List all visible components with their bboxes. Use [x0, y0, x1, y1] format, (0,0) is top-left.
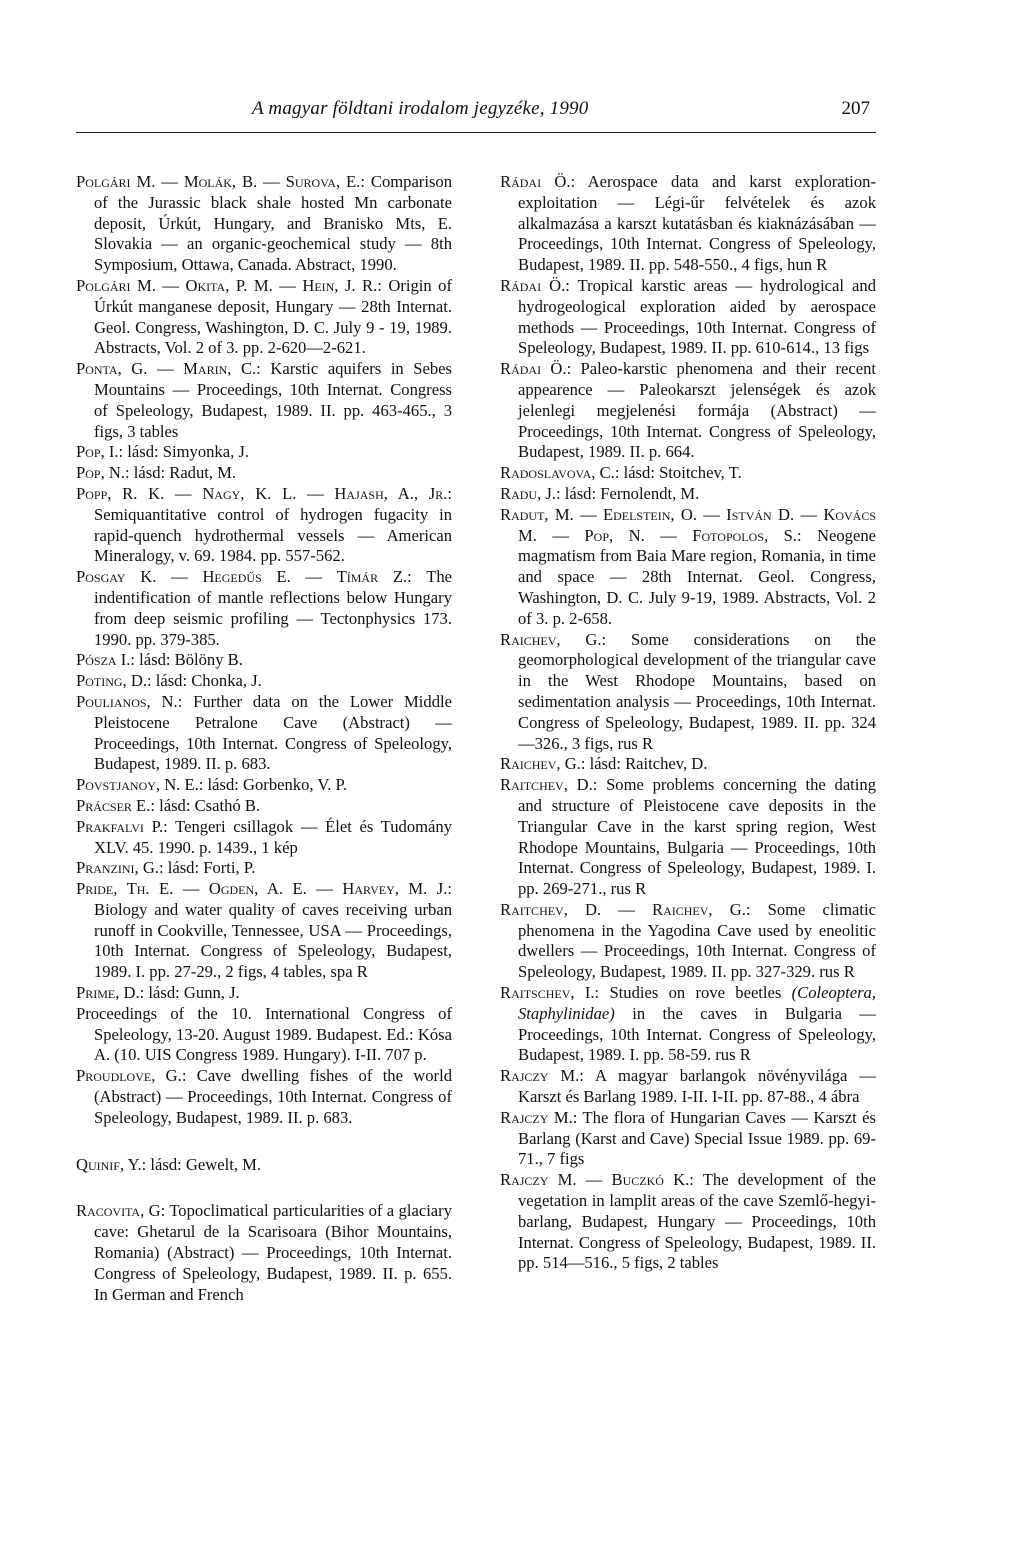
entry-author: Rádai Ö. [500, 275, 566, 295]
bibliography-entry [500, 463, 876, 484]
entry-author: Rajczy M. — Buczkó K. [500, 1170, 690, 1190]
entry-author: Radu, J. [500, 483, 556, 503]
entry-author: Posgay K. — Hegedűs E. — Tímár Z. [76, 567, 408, 587]
entry-text: : Studies on rove beetles [594, 983, 792, 1003]
bibliography-entry [500, 630, 876, 755]
bibliography-entry [500, 276, 876, 359]
bibliography-entry [76, 359, 452, 442]
entry-text: : Biology and water quality of caves receiving urban runoff in Cookville, Tennessee, USA — Proceedings, 10th Internat. Congress of Speleology, Budapest, 1989. I. pp. 27-29., 2 figs, 4 tables, spa R [94, 879, 452, 982]
entry-author: Radut, M. — Edelstein, O. — István D. — Kovács M. — Pop, N. — Fotopolos, S. [500, 504, 876, 545]
entry-text-continued: in the caves in Bulgaria — Proceedings, 10th Internat. Congress of Speleology, Budapest, 1989. I. pp. 58-59. rus R [518, 1003, 876, 1065]
entry-text: : Karstic aquifers in Sebes Mountains — Proceedings, 10th Internat. Congress of Speleology, Budapest, 1989. II. pp. 463-465., 3 figs, 3 tables [94, 359, 453, 441]
bibliography-entry [500, 1066, 876, 1108]
entry-author: Popp, R. K. — Nagy, K. L. — Hajash, A., Jr. [76, 483, 448, 503]
bibliography-entry [500, 172, 876, 276]
entry-text: : Some climatic phenomena in the Yagodina Cave used by eneolitic dwellers — Proceedings, 10th Internat. Congress of Speleology, Budapest, 1989. II. pp. 327-329. rus R [518, 899, 876, 982]
bibliography-entry [500, 484, 876, 505]
entry-text: : lásd: Gewelt, M. [141, 1154, 262, 1174]
entry-author: Prime, D. [76, 983, 140, 1003]
entry-author: Raichev, G. [500, 754, 581, 774]
running-title: A magyar földtani irodalom jegyzéke, 1990 [252, 98, 589, 119]
bibliography-entry [500, 900, 876, 983]
entry-text: : Further data on the Lower Middle Pleistocene Petralone Cave (Abstract) — Proceedings, 10th Internat. Congress of Speleology, Budapest, 1989. II. p. 683. [94, 691, 452, 774]
entry-author: Pop, I. [76, 442, 119, 462]
entry-text: : Tropical karstic areas — hydrological and hydrogeological exploration aided by aerospace methods — Proceedings, 10th Internat. Congress of Speleology, Budapest, 1989. II. pp. 610-614., 13 figs [518, 275, 876, 358]
entry-text: : Some problems concerning the dating and structure of Pleistocene cave deposits in the Triangular Cave in the karst spring region, West Rhodope Mountains, Bulgaria — Proceedings, 10th Internat. Congress of Speleology, Budapest, 1989. I. pp. 269-271., rus R [518, 775, 876, 899]
running-header [76, 98, 876, 133]
entry-text: : lásd: Fernolendt, M. [555, 483, 700, 503]
bibliography-entry [500, 983, 876, 1066]
entry-text: : Neogene magmatism from Baia Mare region, Romania, in time and space — 28th Internat. Geol. Congress, Washington, D. C. July 9-19, 1989. Abstracts, Vol. 2 of 3. p. 2-658. [518, 525, 876, 628]
entry-author: Pop, N. [76, 463, 125, 483]
bibliography-entry [76, 463, 452, 484]
bibliography-entry [76, 172, 452, 276]
entry-author: Prácser E. [76, 795, 151, 815]
entry-author: Rajczy M. [500, 1107, 573, 1127]
entry-author: Raichev, G. [500, 629, 602, 649]
bibliography-entry [76, 276, 452, 359]
entry-text: : lásd: Gorbenko, V. P. [198, 775, 348, 795]
bibliography-entry [76, 1155, 452, 1176]
bibliography-entry [76, 442, 452, 463]
entry-author: Rádai Ö. [500, 172, 571, 191]
entry-author: Raitschev, I. [500, 983, 595, 1003]
entry-author: Quinif, Y. [76, 1154, 142, 1174]
entry-author: Pride, Th. E. — Ogden, A. E. — Harvey, M. J. [76, 879, 448, 899]
entry-author: Povstjanoy, N. E. [76, 775, 199, 795]
entry-author: Racovita, G [76, 1201, 161, 1221]
entry-author: Pranzini, G. [76, 858, 159, 878]
entry-text: : lásd: Bölöny B. [130, 650, 243, 670]
entry-author: Polgári M. — Molák, B. — Surova, E. [76, 172, 361, 191]
entry-author: Poulianos, N. [76, 691, 178, 711]
entry-author: Prakfalvi P. [76, 816, 164, 836]
bibliography-entry [500, 359, 876, 463]
entry-text: : Comparison of the Jurassic black shale hosted Mn carbonate deposit, Úrkút, Hungary, and Branisko Mts, E. Slovakia — an organic-geochemical study — 8th Symposium, Ottawa, Canada. Abstract, 1990. [94, 172, 452, 275]
bibliography-entry [76, 858, 452, 879]
entry-text: : Semiquantitative control of hydrogen fugacity in rapid-quench hydrothermal vessels — American Mineralogy, v. 69. 1984. pp. 557-562. [94, 483, 452, 566]
bibliography-entry [76, 1004, 452, 1066]
bibliography-entry [76, 650, 452, 671]
entry-author: Proudlove, G. [76, 1066, 182, 1086]
entry-text: : A magyar barlangok növényvilága — Karszt és Barlang 1989. I-II. I-II. pp. 87-88., 4 ábra [518, 1066, 876, 1107]
bibliography-entry [76, 796, 452, 817]
entry-text: : lásd: Stoitchev, T. [614, 463, 742, 483]
entry-text: : The flora of Hungarian Caves — Karszt és Barlang (Karst and Cave) Special Issue 1989. pp. 69-71., 7 figs [518, 1107, 876, 1169]
entry-author: Poting, D. [76, 671, 147, 691]
entry-text: : Some considerations on the geomorphological development of the triangular cave in the West Rhodope Mountains, based on sedimentation analysis — Proceedings, 10th Internat. Congress of Speleology, Budapest, 1989. II. pp. 324—326., 3 figs, rus R [518, 629, 876, 753]
entry-author: Radoslavova, C. [500, 463, 615, 483]
entry-text: : lásd: Chonka, J. [146, 671, 262, 691]
bibliography-entry [76, 484, 452, 567]
bibliography-entry [500, 1108, 876, 1170]
entry-author: Rajczy M. [500, 1066, 580, 1086]
entry-author: Polgári M. — Okita, P. M. — Hein, J. R. [76, 275, 378, 295]
entry-text: : lásd: Radut, M. [125, 463, 237, 483]
bibliography-entry [76, 983, 452, 1004]
bibliography-entry [76, 879, 452, 983]
entry-text: : Paleo-karstic phenomena and their recent appearence — Paleokarszt jelenségek és azok jelenlegi megjelenési formája (Abstract) — Proceedings, 10th Internat. Congress of Speleology, Budapest, 1989. II. p. 664. [518, 359, 877, 462]
entry-text: : Cave dwelling fishes of the world (Abstract) — Proceedings, 10th Internat. Congress of Speleology, Budapest, 1989. II. p. 683. [94, 1066, 452, 1127]
bibliography-entry [500, 754, 876, 775]
entry-author: Raitchev, D. — Raichev, G. [500, 899, 746, 919]
entry-text: : Aerospace data and karst exploration-exploitation — Légi-űr felvételek és azok alkalmazása a karszt kutatásban és kiaknázásában — Proceedings, 10th Internat. Congress of Speleology, Budapest, 1989. II. pp. 548-550., 4 figs, hun R [518, 172, 876, 275]
entry-text: : lásd: Simyonka, J. [118, 442, 249, 462]
bibliography-entry [76, 567, 452, 650]
entry-author: Pósza I. [76, 650, 131, 670]
entry-text: : Topoclimatical particularities of a glaciary cave: Ghetarul de la Scarisoara (Bihor Mountains, Romania) (Abstract) — Proceedings, 10th Internat. Congress of Speleology, Budapest, 1989. II. p. 655. In German and French [94, 1201, 452, 1304]
entry-text: : lásd: Csathó B. [150, 795, 261, 815]
entry-text: Proceedings of the 10. International Congress of Speleology, 13-20. August 1989. Budapest. Ed.: Kósa A. (10. UIS Congress 1989. Hungary). I-II. 707 p. [76, 1003, 452, 1065]
left-column [76, 172, 452, 1305]
entry-text: : Tengeri csillagok — Élet és Tudomány XLV. 45. 1990. p. 1439., 1 kép [94, 816, 452, 857]
bibliography-entry [500, 1170, 876, 1274]
page-number: 207 [841, 98, 870, 119]
bibliography-entry [76, 817, 452, 859]
entry-author: Ponta, G. — Marin, C. [76, 359, 257, 379]
bibliography-entry [500, 505, 876, 630]
entry-text: : lásd: Forti, P. [158, 858, 256, 878]
entry-author: Rádai Ö. [500, 359, 567, 379]
entry-author: Raitchev, D. [500, 775, 593, 795]
entry-text: : lásd: Raitchev, D. [580, 754, 708, 774]
entry-text: : Origin of Úrkút manganese deposit, Hungary — 28th Internat. Geol. Congress, Washington, D. C. July 9 - 19, 1989. Abstracts, Vol. 2 of 3. pp. 2-620—2-621. [94, 275, 452, 358]
entry-italic-text: (Coleoptera, Staphylinidae) [518, 983, 876, 1023]
bibliography-entry [500, 775, 876, 900]
bibliography-entry [76, 671, 452, 692]
right-column [500, 172, 876, 1274]
bibliography-entry [76, 692, 452, 775]
bibliography-entry [76, 1201, 452, 1305]
bibliography-entry [76, 1066, 452, 1128]
entry-text: : The indentification of mantle reflections below Hungary from deep seismic profiling — Tectonphysics 173. 1990. pp. 379-385. [94, 567, 452, 649]
bibliography-entry [76, 775, 452, 796]
entry-text: : The development of the vegetation in lamplit areas of the cave Szemlő-hegyi-barlang, Budapest, Hungary — Proceedings, 10th Internat. Congress of Speleology, Budapest, 1989. II. pp. 514—516., 5 figs, 2 tables [518, 1170, 876, 1273]
entry-text: : lásd: Gunn, J. [139, 983, 240, 1003]
